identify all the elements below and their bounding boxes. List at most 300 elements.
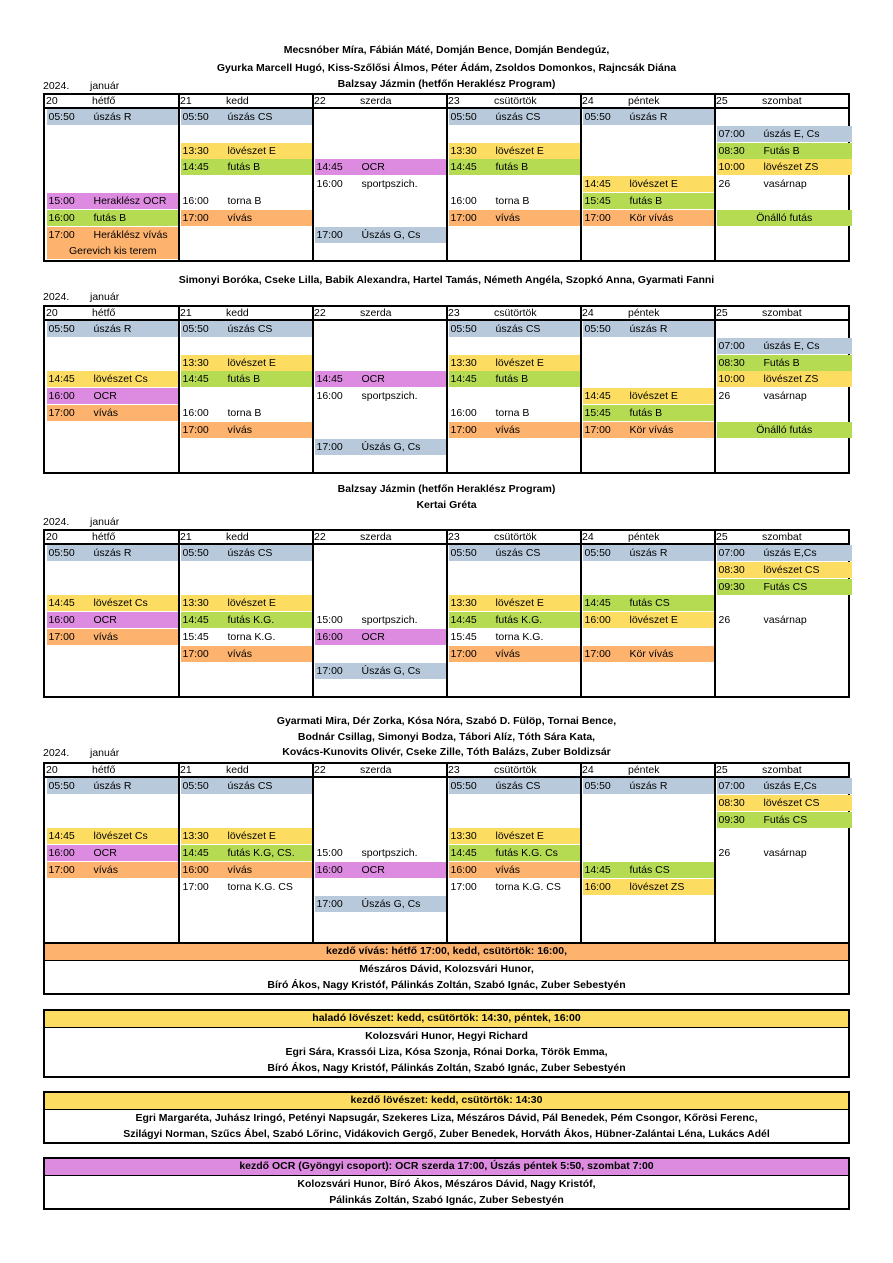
activity-label: vasárnap <box>763 390 807 403</box>
entry-time: 17:00 <box>182 647 209 660</box>
entry-time: 05:50 <box>48 111 75 123</box>
column-divider <box>446 764 448 946</box>
activity-label: torna B <box>495 195 530 207</box>
entry-time: 15:00 <box>316 847 343 860</box>
activity-label: vívás <box>227 864 253 876</box>
activity-label: futás B <box>227 161 261 174</box>
day-number: 22 <box>314 764 326 776</box>
day-name: kedd <box>226 531 249 543</box>
section-title-line: Bodnár Csillag, Simonyi Bodza, Tábori Alíz, Tóth Sára Kata, <box>297 731 596 743</box>
column-divider <box>312 95 314 260</box>
month-label: január <box>90 291 120 303</box>
activity-label: futás CS <box>629 864 670 876</box>
day-number: 20 <box>46 764 58 776</box>
day-number: 25 <box>716 764 728 776</box>
schedule-entry <box>583 388 716 404</box>
entry-time: 05:50 <box>450 111 477 123</box>
schedule-entry <box>181 828 314 844</box>
group-member-line: Bíró Ákos, Nagy Kristóf, Pálinkás Zoltán, Szabó Ignác, Zuber Sebestyén <box>267 979 626 991</box>
entry-time: 17:00 <box>450 211 477 224</box>
schedule-entry <box>449 371 582 387</box>
schedule-entry <box>181 862 314 878</box>
schedule-entry <box>449 845 582 861</box>
entry-time: 13:30 <box>182 144 209 157</box>
entry-time: 16:00 <box>450 407 477 419</box>
activity-label: lövészet E <box>495 356 544 369</box>
entry-time: 17:00 <box>48 631 75 643</box>
activity-label: lövészet CS <box>763 796 820 809</box>
entry-time: 16:00 <box>182 195 209 207</box>
activity-label: OCR <box>93 847 117 860</box>
day-number: 20 <box>46 95 58 107</box>
schedule-entry <box>47 321 180 337</box>
group-member-line: Kolozsvári Hunor, Hegyi Richard <box>365 1030 528 1042</box>
activity-label: vasárnap <box>763 178 807 191</box>
column-divider <box>580 307 582 472</box>
section-title-line: Gyarmati Mira, Dér Zorka, Kósa Nóra, Szabó D. Fülöp, Tornai Bence, <box>276 715 617 727</box>
entry-time: 14:45 <box>182 847 209 860</box>
schedule-entry <box>583 193 716 209</box>
entry-time: 16:00 <box>48 614 75 627</box>
day-name: szerda <box>360 531 392 543</box>
schedule-entry <box>717 210 853 226</box>
schedule-entry <box>583 210 716 226</box>
schedule-entry <box>47 193 180 209</box>
entry-time: 16:00 <box>584 880 611 893</box>
section-title-line: Kertai Gréta <box>416 499 477 511</box>
schedule-entry <box>181 879 314 895</box>
schedule-entry <box>583 595 716 611</box>
entry-time: 17:00 <box>316 228 343 241</box>
day-name: kedd <box>226 764 249 776</box>
entry-time: 17:00 <box>316 440 343 453</box>
activity-label: Kör vívás <box>629 647 674 660</box>
activity-label: úszás CS <box>495 547 541 559</box>
entry-time: 14:45 <box>584 390 611 403</box>
activity-label: vívás <box>227 423 253 436</box>
schedule-entry <box>583 862 716 878</box>
entry-time: 09:30 <box>718 580 745 593</box>
schedule-table <box>43 529 850 698</box>
activity-label: vívás <box>93 864 119 876</box>
activity-label: sportpszich. <box>361 847 418 860</box>
schedule-entry <box>583 109 716 125</box>
day-name: hétfő <box>92 95 116 107</box>
schedule-entry <box>583 545 716 561</box>
activity-label: futás B <box>495 373 529 386</box>
day-name: kedd <box>226 95 249 107</box>
activity-label: Futás B <box>763 144 800 157</box>
schedule-entry <box>181 778 314 794</box>
schedule-entry <box>717 371 853 387</box>
entry-time: 14:45 <box>48 830 75 843</box>
entry-time: 08:30 <box>718 563 745 576</box>
activity-label: torna K.G. CS <box>495 880 561 893</box>
group-member-line: Egri Sára, Krassói Liza, Kósa Szonja, Rónai Dorka, Török Emma, <box>285 1046 608 1058</box>
entry-time: 16:00 <box>182 407 209 419</box>
entry-time: 13:30 <box>450 597 477 610</box>
activity-label: Gerevich kis terem <box>68 245 157 258</box>
day-name: csütörtök <box>494 764 537 776</box>
activity-label: lövészet ZS <box>763 373 819 386</box>
schedule-entry <box>717 845 853 861</box>
entry-time: 16:00 <box>182 864 209 876</box>
entry-time: 16:00 <box>584 614 611 627</box>
schedule-entry <box>449 109 582 125</box>
entry-time: 17:00 <box>182 423 209 436</box>
schedule-entry <box>47 371 180 387</box>
schedule-entry <box>583 646 716 662</box>
schedule-table <box>43 762 850 948</box>
schedule-entry <box>315 227 448 243</box>
activity-label: Heraklész OCR <box>93 195 167 207</box>
activity-label: futás K.G, CS. <box>227 847 295 860</box>
activity-label: vívás <box>495 423 521 436</box>
entry-time: 15:00 <box>48 195 75 207</box>
activity-label: Önálló futás <box>756 211 813 224</box>
schedule-entry <box>47 612 180 628</box>
schedule-entry <box>449 862 582 878</box>
activity-label: lövészet E <box>227 830 276 843</box>
entry-time: 05:50 <box>48 780 75 792</box>
day-name: kedd <box>226 307 249 319</box>
entry-time: 17:00 <box>48 864 75 876</box>
day-header <box>313 531 447 543</box>
schedule-entry <box>47 778 180 794</box>
entry-time: 14:45 <box>182 161 209 174</box>
entry-time: 05:50 <box>450 323 477 335</box>
schedule-entry <box>181 143 314 159</box>
activity-label: OCR <box>361 631 385 643</box>
activity-label: lövészet ZS <box>763 161 819 174</box>
entry-time: 07:00 <box>718 127 745 140</box>
entry-time: 14:45 <box>450 161 477 174</box>
entry-time: 05:50 <box>584 547 611 559</box>
schedule-entry <box>315 629 448 645</box>
activity-label: OCR <box>93 390 117 403</box>
day-header <box>45 95 179 107</box>
section-title-line: Gyurka Marcell Hugó, Kiss-Szőlősi Álmos, Péter Ádám, Zsoldos Domonkos, Rajncsák Diána <box>216 62 677 74</box>
day-number: 23 <box>448 95 460 107</box>
activity-label: Futás CS <box>763 813 808 826</box>
activity-label: Kör vívás <box>629 423 674 436</box>
schedule-entry <box>449 545 582 561</box>
schedule-entry <box>449 355 582 371</box>
day-number: 21 <box>180 307 192 319</box>
entry-time: 16:00 <box>48 847 75 860</box>
entry-time: 05:50 <box>182 323 209 335</box>
entry-time: 15:45 <box>450 631 477 643</box>
day-header <box>447 95 581 107</box>
entry-time: 17:00 <box>48 407 75 419</box>
entry-time: 08:30 <box>718 356 745 369</box>
day-name: szerda <box>360 307 392 319</box>
entry-time: 07:00 <box>718 547 745 559</box>
group-member-line: Szilágyi Norman, Szűcs Ábel, Szabó Lőrinc, Vidákovich Gergő, Zuber Benedek, Horváth Ákos, Hübner-Zalántai Léna, Lukács Adél <box>123 1128 770 1140</box>
day-name: csütörtök <box>494 531 537 543</box>
entry-time: 05:50 <box>584 111 611 123</box>
day-header <box>45 307 179 319</box>
schedule-entry <box>449 405 582 421</box>
year-month-label <box>43 516 120 529</box>
activity-label: sportpszich. <box>361 390 418 403</box>
activity-label: lövészet E <box>227 597 276 610</box>
entry-time: 26 <box>718 614 731 627</box>
group-info-box <box>43 1091 850 1144</box>
activity-label: lövészet E <box>495 830 544 843</box>
activity-label: lövészet E <box>629 178 678 191</box>
column-divider <box>446 307 448 472</box>
activity-label: futás K.G. <box>495 614 543 627</box>
entry-time: 13:30 <box>450 830 477 843</box>
month-label: január <box>90 747 120 759</box>
month-label: január <box>90 80 120 92</box>
schedule-entry <box>47 243 180 259</box>
group-member-line: Mészáros Dávid, Kolozsvári Hunor, <box>359 963 534 975</box>
schedule-entry <box>181 371 314 387</box>
activity-label: úszás R <box>629 780 668 792</box>
entry-time: 15:45 <box>584 195 611 207</box>
activity-label: lövészet CS <box>763 563 820 576</box>
activity-label: torna K.G. <box>495 631 544 643</box>
activity-label: futás K.G. <box>227 614 275 627</box>
schedule-entry <box>449 193 582 209</box>
day-name: hétfő <box>92 531 116 543</box>
activity-label: úszás R <box>93 780 132 792</box>
schedule-entry <box>47 629 180 645</box>
schedule-entry <box>449 159 582 175</box>
column-divider <box>580 764 582 946</box>
entry-time: 14:45 <box>584 864 611 876</box>
schedule-entry <box>583 422 716 438</box>
day-number: 24 <box>582 307 594 319</box>
year-label: 2024. <box>43 747 70 759</box>
day-name: péntek <box>628 531 660 543</box>
entry-time: 09:30 <box>718 813 745 826</box>
schedule-entry <box>181 595 314 611</box>
group-member-line: Kolozsvári Hunor, Bíró Ákos, Mészáros Dávid, Nagy Kristóf, <box>297 1178 596 1190</box>
schedule-entry <box>449 778 582 794</box>
entry-time: 10:00 <box>718 373 745 386</box>
entry-time: 13:30 <box>182 356 209 369</box>
activity-label: OCR <box>361 864 385 876</box>
day-number: 22 <box>314 95 326 107</box>
group-info-header: kezdő OCR (Gyöngyi csoport): OCR szerda 17:00, Úszás péntek 5:50, szombat 7:00 <box>45 1159 848 1176</box>
entry-time: 16:00 <box>316 631 343 643</box>
column-divider <box>178 95 180 260</box>
entry-time: 05:50 <box>182 780 209 792</box>
day-name: péntek <box>628 764 660 776</box>
day-header <box>45 764 179 776</box>
activity-label: vívás <box>495 864 521 876</box>
activity-label: OCR <box>361 373 385 386</box>
day-name: szombat <box>762 95 802 107</box>
group-info-header: haladó lövészet: kedd, csütörtök: 14:30, péntek, 16:00 <box>45 1011 848 1028</box>
day-number: 24 <box>582 95 594 107</box>
day-header <box>581 95 715 107</box>
schedule-table <box>43 93 850 262</box>
schedule-entry <box>181 193 314 209</box>
entry-time: 17:00 <box>316 664 343 677</box>
activity-label: vívás <box>93 631 119 643</box>
activity-label: futás K.G. Cs <box>495 847 558 860</box>
entry-time: 14:45 <box>584 178 611 191</box>
activity-label: úszás E, Cs <box>763 339 820 352</box>
day-name: szombat <box>762 307 802 319</box>
day-number: 24 <box>582 531 594 543</box>
column-divider <box>714 95 716 260</box>
day-number: 25 <box>716 531 728 543</box>
entry-time: 07:00 <box>718 780 745 792</box>
activity-label: lövészet E <box>629 390 678 403</box>
entry-time: 16:00 <box>316 178 343 191</box>
schedule-entry <box>717 545 853 561</box>
activity-label: Úszás G, Cs <box>361 228 421 241</box>
schedule-entry <box>315 896 448 912</box>
entry-time: 26 <box>718 178 731 191</box>
column-divider <box>580 531 582 696</box>
entry-time: 10:00 <box>718 161 745 174</box>
activity-label: úszás R <box>629 323 668 335</box>
day-header <box>715 95 852 107</box>
entry-time: 05:50 <box>182 547 209 559</box>
group-member-line: Egri Margaréta, Juhász Iringó, Petényi Napsugár, Szekeres Liza, Mészáros Dávid, Pál Benedek, Pém Csongor, Kőrösi Ferenc, <box>135 1112 758 1124</box>
day-number: 25 <box>716 95 728 107</box>
day-number: 23 <box>448 764 460 776</box>
activity-label: Úszás G, Cs <box>361 897 421 910</box>
day-number: 20 <box>46 531 58 543</box>
group-info-header: kezdő lövészet: kedd, csütörtök: 14:30 <box>45 1093 848 1110</box>
schedule-entry <box>449 612 582 628</box>
group-member-line: Pálinkás Zoltán, Szabó Ignác, Zuber Sebestyén <box>329 1194 564 1206</box>
day-name: szombat <box>762 531 802 543</box>
entry-time: 17:00 <box>450 647 477 660</box>
schedule-entry <box>47 227 180 243</box>
year-label: 2024. <box>43 80 70 92</box>
entry-time: 05:50 <box>584 780 611 792</box>
schedule-entry <box>315 388 448 404</box>
activity-label: lövészet ZS <box>629 880 685 893</box>
day-name: szerda <box>360 95 392 107</box>
schedule-entry <box>449 629 582 645</box>
month-label: január <box>90 516 120 528</box>
year-label: 2024. <box>43 516 70 528</box>
activity-label: lövészet Cs <box>93 373 148 386</box>
schedule-entry <box>315 845 448 861</box>
section-title-line: Kovács-Kunovits Olivér, Cseke Zille, Tóth Balázs, Zuber Boldizsár <box>282 746 611 758</box>
activity-label: úszás R <box>93 323 132 335</box>
activity-label: OCR <box>93 614 117 627</box>
column-divider <box>178 764 180 946</box>
day-header <box>581 531 715 543</box>
entry-time: 07:00 <box>718 339 745 352</box>
schedule-entry <box>717 812 853 828</box>
day-name: hétfő <box>92 307 116 319</box>
day-name: péntek <box>628 95 660 107</box>
activity-label: futás B <box>629 407 663 419</box>
schedule-entry <box>717 778 853 794</box>
schedule-entry <box>583 612 716 628</box>
day-number: 25 <box>716 307 728 319</box>
day-number: 23 <box>448 307 460 319</box>
entry-time: 17:00 <box>48 228 75 241</box>
schedule-entry <box>583 778 716 794</box>
schedule-entry <box>181 109 314 125</box>
schedule-entry <box>449 321 582 337</box>
activity-label: torna B <box>227 407 262 419</box>
schedule-entry <box>181 845 314 861</box>
group-info-box <box>43 1009 850 1078</box>
entry-time: 13:30 <box>182 830 209 843</box>
column-divider <box>312 307 314 472</box>
activity-label: Úszás G, Cs <box>361 440 421 453</box>
day-name: csütörtök <box>494 95 537 107</box>
entry-time: 26 <box>718 847 731 860</box>
schedule-entry <box>47 545 180 561</box>
group-info-box <box>43 942 850 995</box>
entry-time: 05:50 <box>584 323 611 335</box>
day-number: 21 <box>180 531 192 543</box>
schedule-entry <box>583 879 716 895</box>
column-divider <box>446 531 448 696</box>
day-header <box>447 764 581 776</box>
activity-label: úszás E, Cs <box>763 127 820 140</box>
schedule-entry <box>717 562 853 578</box>
activity-label: futás B <box>495 161 529 174</box>
column-divider <box>580 95 582 260</box>
schedule-entry <box>47 862 180 878</box>
day-header <box>179 307 313 319</box>
activity-label: vívás <box>93 407 119 419</box>
entry-time: 17:00 <box>584 423 611 436</box>
schedule-entry <box>47 109 180 125</box>
day-number: 23 <box>448 531 460 543</box>
activity-label: Futás B <box>763 356 800 369</box>
schedule-entry <box>315 439 448 455</box>
day-header <box>581 764 715 776</box>
group-member-line: Bíró Ákos, Nagy Kristóf, Pálinkás Zoltán, Szabó Ignác, Zuber Sebestyén <box>267 1062 626 1074</box>
schedule-entry <box>181 159 314 175</box>
schedule-entry <box>47 405 180 421</box>
schedule-entry <box>717 355 853 371</box>
schedule-entry <box>717 159 853 175</box>
day-header <box>179 764 313 776</box>
schedule-entry <box>181 646 314 662</box>
activity-label: úszás CS <box>227 547 273 559</box>
schedule-entry <box>449 646 582 662</box>
entry-time: 17:00 <box>182 880 209 893</box>
day-header <box>45 531 179 543</box>
activity-label: úszás CS <box>227 323 273 335</box>
entry-time: 14:45 <box>450 847 477 860</box>
activity-label: torna K.G. CS <box>227 880 293 893</box>
activity-label: lövészet E <box>227 356 276 369</box>
schedule-entry <box>315 176 448 192</box>
day-header <box>313 764 447 776</box>
schedule-entry <box>315 159 448 175</box>
entry-time: 13:30 <box>450 144 477 157</box>
activity-label: Futás CS <box>763 580 808 593</box>
activity-label: Úszás G, Cs <box>361 664 421 677</box>
entry-time: 26 <box>718 390 731 403</box>
schedule-entry <box>583 321 716 337</box>
entry-time: 16:00 <box>316 864 343 876</box>
schedule-entry <box>449 422 582 438</box>
entry-time: 05:50 <box>48 547 75 559</box>
entry-time: 14:45 <box>316 161 343 174</box>
activity-label: lövészet E <box>495 597 544 610</box>
schedule-entry <box>717 143 853 159</box>
